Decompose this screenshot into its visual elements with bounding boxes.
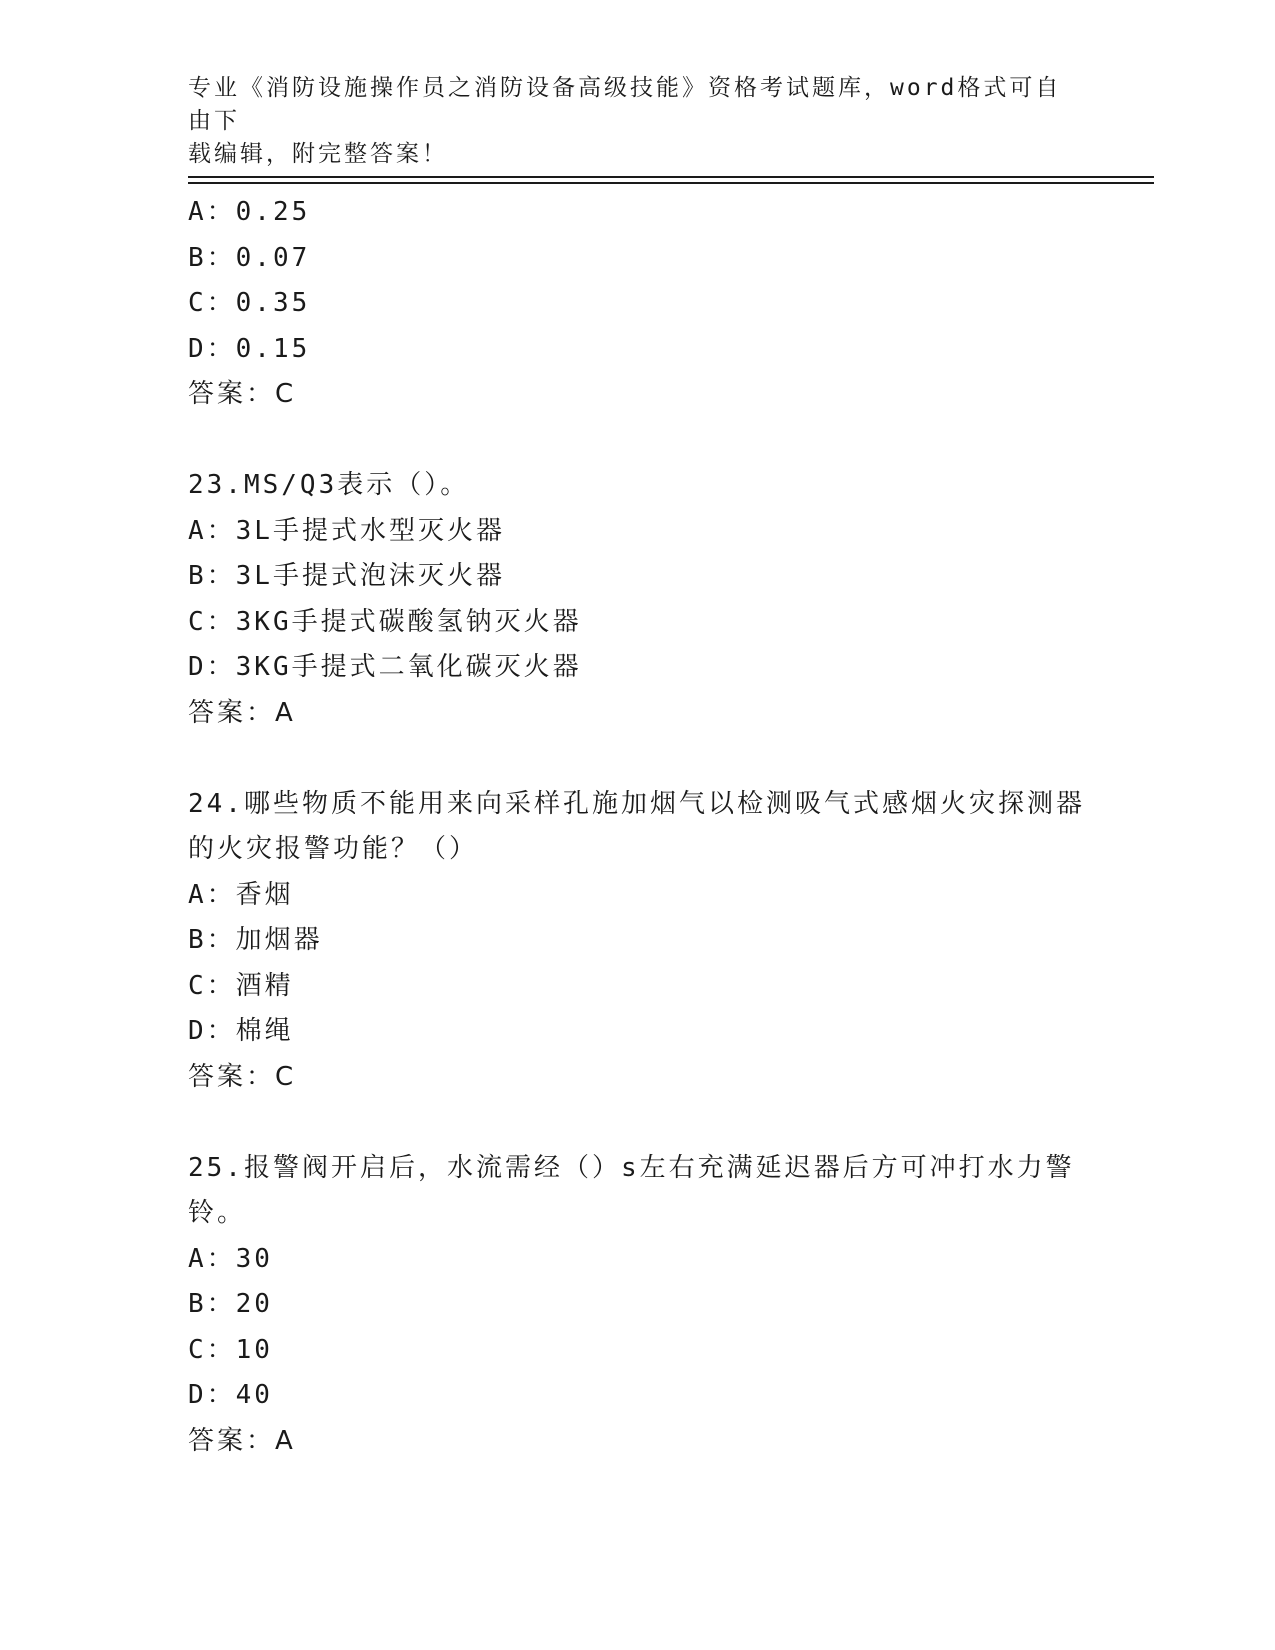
option-c: C：0.35 (188, 288, 311, 318)
answer: 答案：A (188, 1425, 296, 1456)
option-b: B：20 (188, 1289, 273, 1319)
option-b: B：3L手提式泡沫灭火器 (188, 561, 505, 591)
option-b: B：加烟器 (188, 925, 323, 955)
question-text-line-1: 25.报警阀开启后，水流需经（）s左右充满延迟器后方可冲打水力警 (188, 1152, 1075, 1183)
question-text: 23.MS/Q3表示（）。 (188, 470, 470, 500)
question-25 (188, 1146, 1088, 1465)
spacer (188, 736, 1088, 782)
option-c: C：3KG手提式碳酸氢钠灭火器 (188, 606, 582, 637)
question-22 (188, 190, 1088, 418)
answer: 答案：C (188, 379, 297, 409)
option-c: C：酒精 (188, 970, 294, 1001)
option-a: A：0.25 (188, 197, 311, 227)
question-text-line-1: 24.哪些物质不能用来向采样孔施加烟气以检测吸气式感烟火灾探测器 (188, 788, 1085, 819)
question-text-line-2: 铃。 (188, 1198, 247, 1228)
spacer (188, 1100, 1088, 1146)
header-divider-top (188, 176, 1154, 178)
option-a: A：30 (188, 1243, 273, 1274)
option-a: A：香烟 (188, 879, 294, 910)
question-text-line-2: 的火灾报警功能？（） (188, 834, 479, 864)
header-line-2: 载编辑，附完整答案！ (188, 141, 448, 167)
option-d: D：0.15 (188, 333, 311, 364)
document-header (188, 72, 1068, 171)
question-23 (188, 463, 1088, 736)
option-a: A：3L手提式水型灭火器 (188, 515, 505, 546)
header-line-1: 专业《消防设施操作员之消防设备高级技能》资格考试题库，word格式可自由下 (188, 75, 1062, 134)
answer: 答案：A (188, 697, 296, 728)
question-list (188, 190, 1088, 1464)
spacer (188, 418, 1088, 464)
option-c: C：10 (188, 1334, 273, 1365)
option-d: D：40 (188, 1380, 273, 1410)
option-d: D：3KG手提式二氧化碳灭火器 (188, 652, 582, 682)
header-divider-bottom (188, 182, 1154, 184)
answer: 答案：C (188, 1061, 297, 1092)
question-24 (188, 782, 1088, 1101)
option-d: D：棉绳 (188, 1016, 294, 1046)
option-b: B：0.07 (188, 242, 311, 273)
